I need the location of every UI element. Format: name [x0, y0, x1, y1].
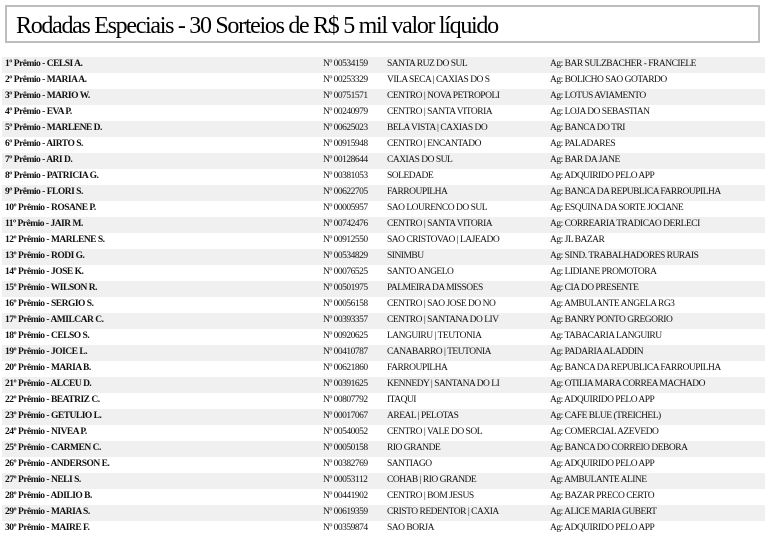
ticket-number-cell: Nº 00619359: [323, 507, 368, 517]
page-title: Rodadas Especiais - 30 Sorteios de R$ 5 mil valor líquido: [16, 13, 498, 39]
table-row: [2, 57, 765, 73]
agency-cell: Ag: BANRY PONTO GREGORIO: [550, 315, 673, 325]
prize-cell: 28º Prêmio - ADILIO B.: [5, 491, 92, 501]
agency-cell: Ag: BANCA DO TRI: [550, 123, 625, 133]
ticket-number-cell: Nº 00393357: [323, 315, 368, 325]
table-row: [2, 313, 765, 329]
ticket-number-cell: Nº 00017067: [323, 411, 368, 421]
agency-cell: Ag: LOJA DO SEBASTIAN: [550, 107, 650, 117]
agency-cell: Ag: BAR DA JANE: [550, 155, 620, 165]
prize-cell: 21º Prêmio - ALCEU D.: [5, 379, 92, 389]
agency-cell: Ag: BANCA DA REPUBLICA FARROUPILHA: [550, 363, 721, 373]
location-cell: SINIMBU: [387, 251, 424, 261]
prize-cell: 6º Prêmio - AIRTO S.: [5, 139, 83, 149]
results-table: [2, 57, 765, 537]
agency-cell: Ag: BAZAR PRECO CERTO: [550, 491, 655, 501]
agency-cell: Ag: BANCA DO CORREIO DEBORA: [550, 443, 688, 453]
prize-cell: 26º Prêmio - ANDERSON E.: [5, 459, 110, 469]
prize-cell: 30º Prêmio - MAIRE F.: [5, 523, 90, 533]
location-cell: CANABARRO | TEUTONIA: [387, 347, 491, 357]
ticket-number-cell: Nº 00807792: [323, 395, 368, 405]
prize-cell: 8º Prêmio - PATRICIA G.: [5, 171, 99, 181]
location-cell: CENTRO | ENCANTADO: [387, 139, 481, 149]
location-cell: BELA VISTA | CAXIAS DO: [387, 123, 488, 133]
location-cell: SANTIAGO: [387, 459, 432, 469]
prize-cell: 13º Prêmio - RODI G.: [5, 251, 85, 261]
agency-cell: Ag: LOTUS AVIAMENTO: [550, 91, 646, 101]
prize-cell: 12º Prêmio - MARLENE S.: [5, 235, 105, 245]
location-cell: CENTRO | SANTA VITORIA: [387, 219, 493, 229]
table-row: [2, 185, 765, 201]
agency-cell: Ag: ADQUIRIDO PELO APP: [550, 171, 655, 181]
ticket-number-cell: Nº 00441902: [323, 491, 368, 501]
location-cell: FARROUPILHA: [387, 363, 448, 373]
prize-cell: 18º Prêmio - CELSO S.: [5, 331, 90, 341]
location-cell: ITAQUI: [387, 395, 416, 405]
agency-cell: Ag: CORREARIA TRADICAO DERLECI: [550, 219, 700, 229]
ticket-number-cell: Nº 00005957: [323, 203, 368, 213]
table-row: [2, 249, 765, 265]
table-row: [2, 281, 765, 297]
table-row: [2, 169, 765, 185]
ticket-number-cell: Nº 00382769: [323, 459, 368, 469]
location-cell: CENTRO | SANTANA DO LIV: [387, 315, 499, 325]
agency-cell: Ag: BOLICHO SAO GOTARDO: [550, 75, 667, 85]
prize-cell: 7º Prêmio - ARI D.: [5, 155, 73, 165]
agency-cell: Ag: ADQUIRIDO PELO APP: [550, 523, 655, 533]
table-row: [2, 217, 765, 233]
table-row: [2, 73, 765, 89]
location-cell: CENTRO | SANTA VITORIA: [387, 107, 493, 117]
prize-cell: 29º Prêmio - MARIA S.: [5, 507, 90, 517]
table-row: [2, 121, 765, 137]
location-cell: SAO BORJA: [387, 523, 434, 533]
location-cell: RIO GRANDE: [387, 443, 441, 453]
location-cell: FARROUPILHA: [387, 187, 448, 197]
agency-cell: Ag: OTILIA MARA CORREA MACHADO: [550, 379, 705, 389]
agency-cell: Ag: ESQUINA DA SORTE JOCIANE: [550, 203, 684, 213]
location-cell: CENTRO | VALE DO SOL: [387, 427, 483, 437]
agency-cell: Ag: PADARIA ALADDIN: [550, 347, 644, 357]
table-row: [2, 201, 765, 217]
prize-cell: 22º Prêmio - BEATRIZ C.: [5, 395, 100, 405]
ticket-number-cell: Nº 00912550: [323, 235, 368, 245]
location-cell: CENTRO | NOVA PETROPOLI: [387, 91, 500, 101]
ticket-number-cell: Nº 00053112: [323, 475, 368, 485]
ticket-number-cell: Nº 00621860: [323, 363, 368, 373]
ticket-number-cell: Nº 00534159: [323, 59, 368, 69]
agency-cell: Ag: LIDIANE PROMOTORA: [550, 267, 657, 277]
ticket-number-cell: Nº 00751571: [323, 91, 368, 101]
prize-cell: 9º Prêmio - FLORI S.: [5, 187, 83, 197]
prize-cell: 16º Prêmio - SERGIO S.: [5, 299, 94, 309]
ticket-number-cell: Nº 00742476: [323, 219, 368, 229]
table-row: [2, 89, 765, 105]
table-row: [2, 105, 765, 121]
table-row: [2, 441, 765, 457]
agency-cell: Ag: BAR SULZBACHER - FRANCIELE: [550, 59, 696, 69]
location-cell: PALMEIRA DA MISSOES: [387, 283, 483, 293]
location-cell: CAXIAS DO SUL: [387, 155, 453, 165]
agency-cell: Ag: ALICE MARIA GUBERT: [550, 507, 657, 517]
location-cell: SANTO ANGELO: [387, 267, 454, 277]
ticket-number-cell: Nº 00391625: [323, 379, 368, 389]
ticket-number-cell: Nº 00501975: [323, 283, 368, 293]
prize-cell: 15º Prêmio - WILSON R.: [5, 283, 97, 293]
table-row: [2, 489, 765, 505]
agency-cell: Ag: BANCA DA REPUBLICA FARROUPILHA: [550, 187, 721, 197]
ticket-number-cell: Nº 00253329: [323, 75, 368, 85]
table-row: [2, 233, 765, 249]
ticket-number-cell: Nº 00240979: [323, 107, 368, 117]
table-row: [2, 505, 765, 521]
location-cell: SOLEDADE: [387, 171, 434, 181]
location-cell: CENTRO | BOM JESUS: [387, 491, 474, 501]
agency-cell: Ag: ADQUIRIDO PELO APP: [550, 459, 655, 469]
location-cell: SAO LOURENCO DO SUL: [387, 203, 488, 213]
prize-cell: 3º Prêmio - MARIO W.: [5, 91, 90, 101]
ticket-number-cell: Nº 00381053: [323, 171, 368, 181]
prize-cell: 1º Prêmio - CELSI A.: [5, 59, 83, 69]
agency-cell: Ag: PALADARES: [550, 139, 616, 149]
prize-cell: 10º Prêmio - ROSANE P.: [5, 203, 96, 213]
title-box: [5, 5, 760, 43]
table-row: [2, 137, 765, 153]
location-cell: SAO CRISTOVAO | LAJEADO: [387, 235, 500, 245]
location-cell: COHAB | RIO GRANDE: [387, 475, 477, 485]
ticket-number-cell: Nº 00050158: [323, 443, 368, 453]
agency-cell: Ag: CAFE BLUE (TREICHEL): [550, 411, 661, 421]
prize-cell: 23º Prêmio - GETULIO L.: [5, 411, 102, 421]
table-row: [2, 521, 765, 537]
prize-cell: 25º Prêmio - CARMEN C.: [5, 443, 101, 453]
prize-cell: 5º Prêmio - MARLENE D.: [5, 123, 102, 133]
agency-cell: Ag: COMERCIAL AZEVEDO: [550, 427, 659, 437]
prize-cell: 19º Prêmio - JOICE L.: [5, 347, 88, 357]
table-row: [2, 361, 765, 377]
agency-cell: Ag: AMBULANTE ALINE: [550, 475, 647, 485]
table-row: [2, 377, 765, 393]
table-row: [2, 409, 765, 425]
table-row: [2, 297, 765, 313]
agency-cell: Ag: SIND. TRABALHADORES RURAIS: [550, 251, 699, 261]
location-cell: LANGUIRU | TEUTONIA: [387, 331, 482, 341]
prize-cell: 17º Prêmio - AMILCAR C.: [5, 315, 104, 325]
ticket-number-cell: Nº 00625023: [323, 123, 368, 133]
ticket-number-cell: Nº 00622705: [323, 187, 368, 197]
ticket-number-cell: Nº 00920625: [323, 331, 368, 341]
location-cell: SANTA RUZ DO SUL: [387, 59, 468, 69]
location-cell: CENTRO | SAO JOSE DO NO: [387, 299, 496, 309]
ticket-number-cell: Nº 00534829: [323, 251, 368, 261]
agency-cell: Ag: ADQUIRIDO PELO APP: [550, 395, 655, 405]
location-cell: VILA SECA | CAXIAS DO S: [387, 75, 490, 85]
ticket-number-cell: Nº 00915948: [323, 139, 368, 149]
agency-cell: Ag: CIA DO PRESENTE: [550, 283, 639, 293]
prize-cell: 27º Prêmio - NELI S.: [5, 475, 81, 485]
table-row: [2, 345, 765, 361]
ticket-number-cell: Nº 00540052: [323, 427, 368, 437]
prize-cell: 20º Prêmio - MARIA B.: [5, 363, 91, 373]
table-row: [2, 265, 765, 281]
agency-cell: Ag: AMBULANTE ANGELA RG3: [550, 299, 675, 309]
table-row: [2, 393, 765, 409]
prize-cell: 11º Prêmio - JAIR M.: [5, 219, 83, 229]
location-cell: KENNEDY | SANTANA DO LI: [387, 379, 500, 389]
ticket-number-cell: Nº 00359874: [323, 523, 368, 533]
ticket-number-cell: Nº 00128644: [323, 155, 368, 165]
table-row: [2, 425, 765, 441]
table-row: [2, 457, 765, 473]
ticket-number-cell: Nº 00056158: [323, 299, 368, 309]
agency-cell: Ag: JL BAZAR: [550, 235, 605, 245]
table-row: [2, 473, 765, 489]
prize-cell: 14º Prêmio - JOSE K.: [5, 267, 84, 277]
prize-cell: 2º Prêmio - MARIA A.: [5, 75, 87, 85]
prize-cell: 4º Prêmio - EVA P.: [5, 107, 72, 117]
prize-cell: 24º Prêmio - NIVEA P.: [5, 427, 87, 437]
location-cell: AREAL | PELOTAS: [387, 411, 459, 421]
ticket-number-cell: Nº 00076525: [323, 267, 368, 277]
table-row: [2, 153, 765, 169]
table-row: [2, 329, 765, 345]
ticket-number-cell: Nº 00410787: [323, 347, 368, 357]
agency-cell: Ag: TABACARIA LANGUIRU: [550, 331, 662, 341]
location-cell: CRISTO REDENTOR | CAXIA: [387, 507, 499, 517]
